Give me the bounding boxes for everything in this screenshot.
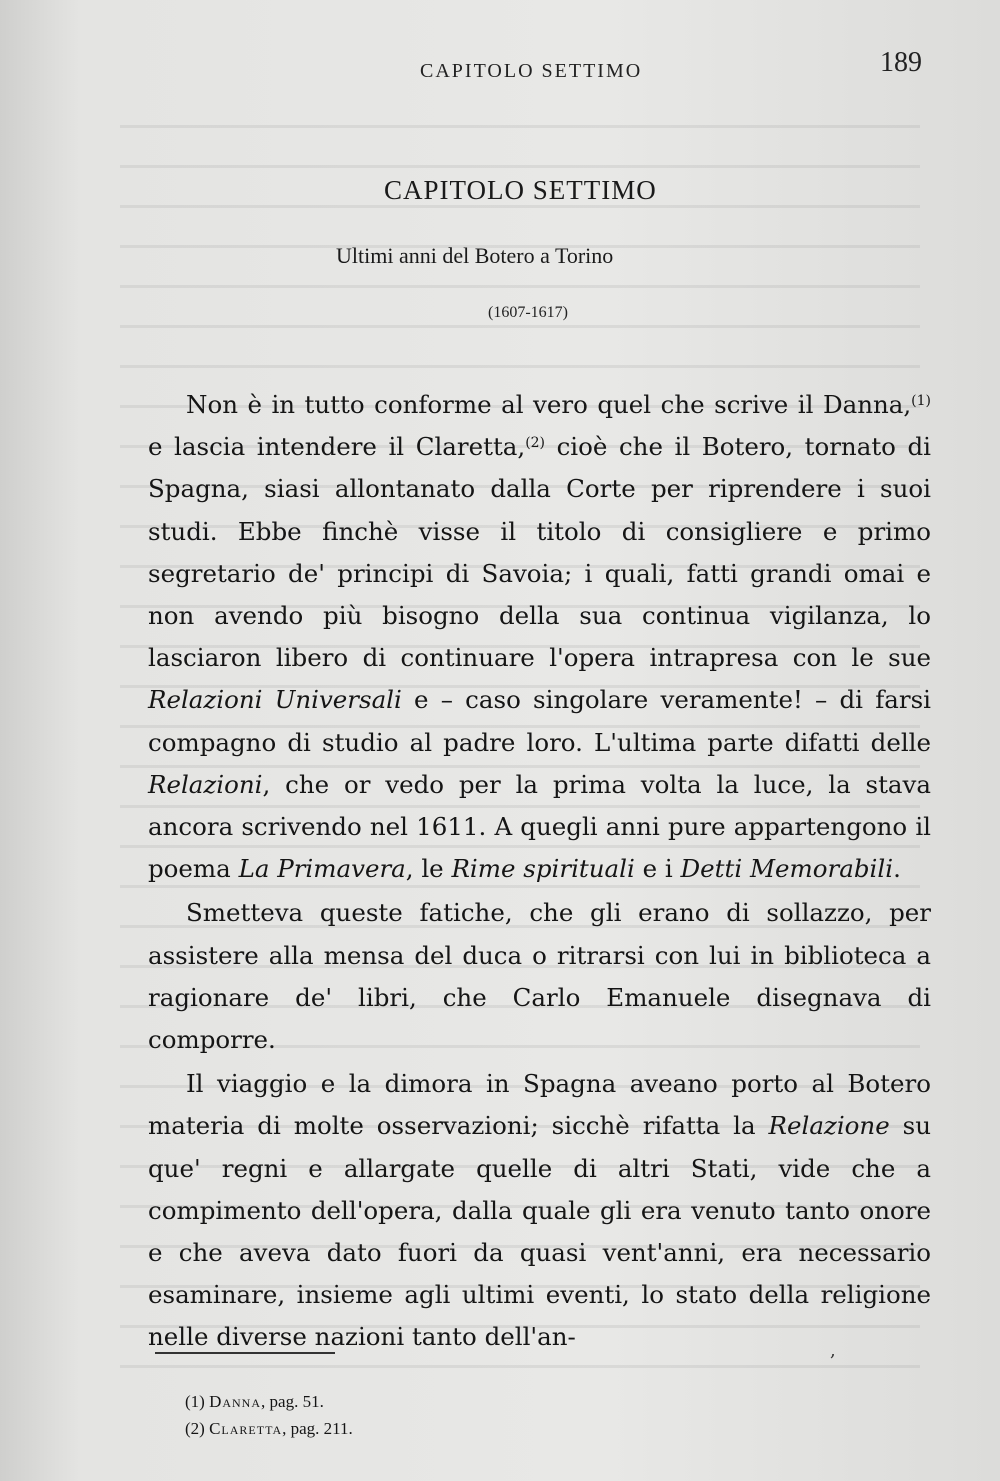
chapter-dates: (1607-1617) (488, 304, 568, 321)
text-run: Il viaggio e la dimora in Spagna aveano porto al Botero materia di molte osservazioni; sicchè rifatta la (148, 1069, 931, 1141)
italic-title: Detti Memorabili (680, 854, 894, 884)
footnote-divider (155, 1352, 335, 1354)
italic-title: Relazioni (148, 769, 263, 799)
footnote-1 (185, 1388, 353, 1415)
text-run: cioè che il Botero, tornato di Spagna, siasi allontanato dalla Corte per riprendere i suoi studi. Ebbe finchè visse il titolo di consigliere e primo segretario de' principi di Savoia; i quali, fatti grandi omai e non avendo più bisogno della sua continua vigilanza, lo lasciaron libero di continuare l'opera intrapresa con le sue (148, 432, 931, 673)
paragraph-1 (148, 384, 931, 890)
footnote-ref: , pag. 51. (261, 1392, 324, 1411)
paragraph-2: Smetteva queste fatiche, che gli erano di sollazzo, per assistere alla mensa del duca o ritrarsi con lui in biblioteca a ragionare de' libri, che Carlo Emanuele disegnava di comporre. (148, 898, 931, 1055)
page-number: 189 (880, 47, 922, 78)
chapter-title: CAPITOLO SETTIMO (384, 175, 657, 205)
text-run: Non è in tutto conforme al vero quel che scrive il Danna, (186, 390, 912, 419)
text-run: e i (634, 854, 681, 884)
footnote-ref-1: (1) (911, 393, 931, 409)
footnote-ref-2: (2) (525, 435, 546, 452)
running-head: CAPITOLO SETTIMO (420, 60, 643, 82)
footnotes (185, 1388, 353, 1442)
paragraph-3 (148, 1063, 931, 1358)
text-run: , che or vedo per la prima volta la luce, la stava ancora scrivendo nel 1611. A quegli anni pure appartengono il poema (148, 769, 931, 884)
footnote-author: Claretta (209, 1419, 283, 1438)
footnote-ref: , pag. 211. (282, 1419, 353, 1438)
text-run: , le (405, 854, 452, 884)
text-run: su que' regni e allargate quelle di altri Stati, vide che a compimento dell'opera, dalla quale gli era venuto tanto onore e che aveva dato fuori da quasi vent'anni, era necessario esaminare, insieme agli ultimi eventi, lo stato della religione nelle diverse nazioni tanto dell'an- (148, 1111, 932, 1352)
text-run: . (893, 854, 901, 884)
italic-title: Relazione (768, 1111, 890, 1141)
footnote-author: Danna (209, 1392, 262, 1411)
text-run: e – caso singolare veramente! – di farsi compagno di studio al padre loro. L'ultima parte difatti delle (148, 685, 931, 757)
italic-title: La Primavera (238, 854, 406, 884)
stray-mark: , (830, 1340, 836, 1361)
body-text (148, 384, 931, 1359)
footnote-mark: (2) (185, 1419, 205, 1438)
italic-title: Relazioni Universali (148, 685, 402, 715)
footnote-2 (185, 1415, 353, 1442)
chapter-subtitle: Ultimi anni del Botero a Torino (336, 243, 614, 268)
footnote-mark: (1) (185, 1392, 205, 1411)
text-run: e lascia intendere il Claretta, (148, 432, 526, 462)
italic-title: Rime spirituali (451, 854, 635, 884)
